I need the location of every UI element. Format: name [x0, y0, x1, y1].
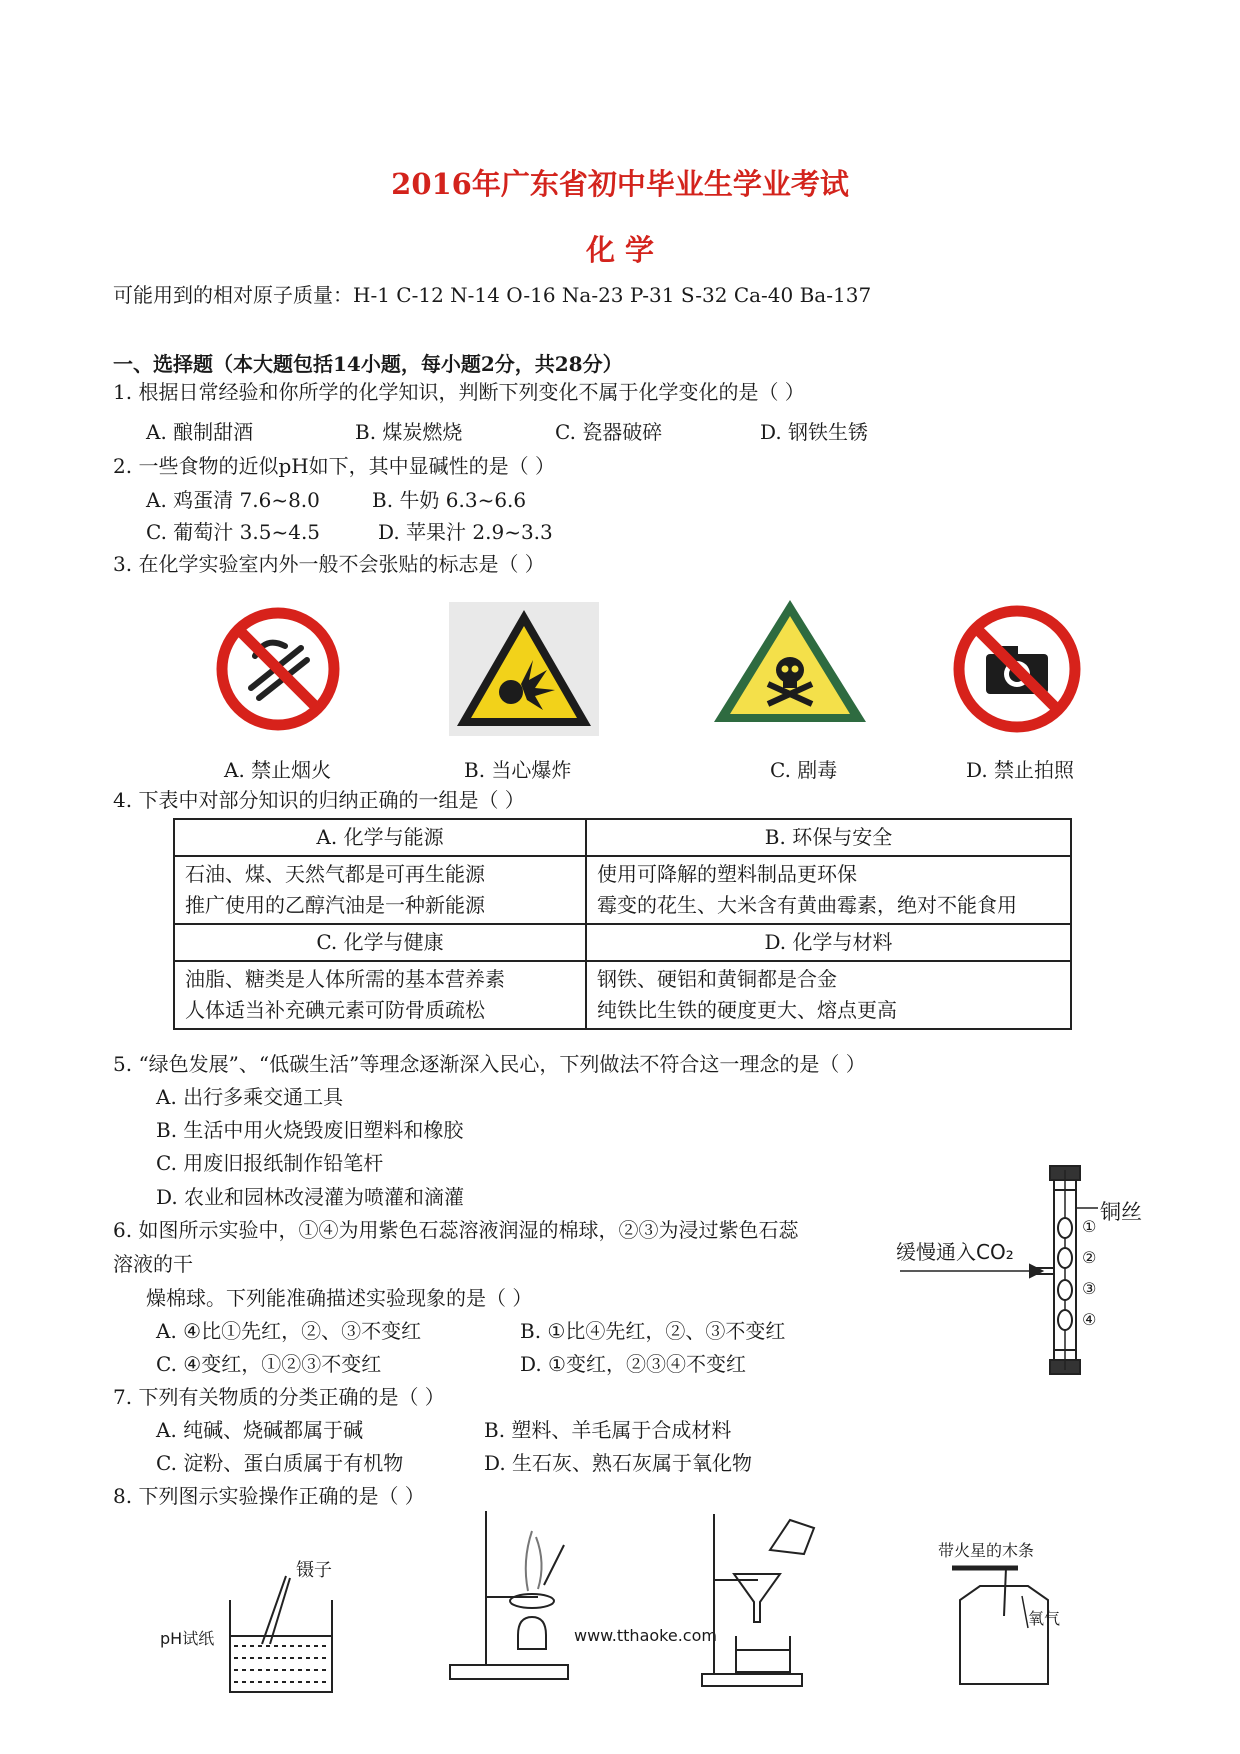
table-b-line1: 使用可降解的塑料制品更环保 — [597, 862, 857, 886]
section-heading: 一、选择题（本大题包括14小题，每小题2分，共28分） — [113, 352, 623, 376]
q1-option-b: B. 煤炭燃烧 — [355, 420, 463, 444]
table-head-a: A. 化学与能源 — [174, 819, 586, 856]
q6-stem-line2: 溶液的干 — [113, 1252, 193, 1276]
q1-stem: 1. 根据日常经验和你所学的化学知识，判断下列变化不属于化学变化的是（ ） — [113, 380, 805, 404]
q5-option-a: A. 出行多乘交通工具 — [156, 1085, 344, 1109]
q3-option-d: D. 禁止拍照 — [966, 758, 1075, 782]
q6-option-d: D. ①变红，②③④不变红 — [520, 1352, 746, 1376]
table-cell-b — [586, 856, 1071, 924]
table-a-line1: 石油、煤、天然气都是可再生能源 — [185, 862, 485, 886]
q8-stem: 8. 下列图示实验操作正确的是（ ） — [113, 1484, 425, 1508]
heating-stand-diagram — [448, 1505, 578, 1685]
q7-option-d: D. 生石灰、熟石灰属于氧化物 — [484, 1451, 753, 1475]
q2-stem: 2. 一些食物的近似pH如下，其中显碱性的是（ ） — [113, 454, 556, 478]
q6-stem-line1: 6. 如图所示实验中，①④为用紫色石蕊溶液润湿的棉球，②③为浸过紫色石蕊 — [113, 1218, 799, 1242]
fig-oxygen-label: 氧气 — [1028, 1609, 1061, 1628]
table-cell-c — [174, 961, 586, 1029]
table-c-line1: 油脂、糖类是人体所需的基本营养素 — [185, 967, 505, 991]
q3-stem: 3. 在化学实验室内外一般不会张贴的标志是（ ） — [113, 552, 545, 576]
fig-ball-4: ④ — [1082, 1310, 1097, 1329]
q2-option-b: B. 牛奶 6.3~6.6 — [372, 488, 527, 512]
table-cell-d — [586, 961, 1071, 1029]
q2-option-a: A. 鸡蛋清 7.6~8.0 — [146, 488, 320, 512]
table-a-line2: 推广使用的乙醇汽油是一种新能源 — [185, 893, 485, 917]
fig-ball-2: ② — [1082, 1248, 1097, 1267]
q5-option-c: C. 用废旧报纸制作铅笔杆 — [156, 1151, 384, 1175]
fig-wire-label: 铜丝 — [1100, 1200, 1142, 1224]
q6-option-a: A. ④比①先红，②、③不变红 — [156, 1319, 422, 1343]
q5-option-d: D. 农业和园林改浸灌为喷灌和滴灌 — [156, 1185, 465, 1209]
table-b-line2: 霉变的花生、大米含有黄曲霉素，绝对不能食用 — [597, 893, 1017, 917]
q6-option-b: B. ①比④先红，②、③不变红 — [520, 1319, 786, 1343]
watermark-text: www.tthaoke.com — [574, 1626, 717, 1645]
knowledge-table — [173, 818, 1072, 1030]
atomic-mass-line: 可能用到的相对原子质量：H-1 C-12 N-14 O-16 Na-23 P-31 S-32 Ca-40 Ba-137 — [113, 283, 872, 307]
q4-stem: 4. 下表中对部分知识的归纳正确的一组是（ ） — [113, 788, 525, 812]
explosion-warning-icon — [451, 604, 597, 732]
table-head-b: B. 环保与安全 — [586, 819, 1071, 856]
fig-ball-3: ③ — [1082, 1279, 1097, 1298]
toxic-warning-icon — [710, 596, 870, 726]
table-head-c: C. 化学与健康 — [174, 924, 586, 961]
no-smoking-sign-icon — [215, 606, 342, 733]
q3-option-b: B. 当心爆炸 — [464, 758, 572, 782]
q1-option-c: C. 瓷器破碎 — [555, 420, 663, 444]
q7-stem: 7. 下列有关物质的分类正确的是（ ） — [113, 1385, 445, 1409]
fig-ball-1: ① — [1082, 1217, 1097, 1236]
q5-stem: 5. “绿色发展”、“低碳生活”等理念逐渐深入民心，下列做法不符合这一理念的是（ ） — [113, 1052, 866, 1076]
q7-option-c: C. 淀粉、蛋白质属于有机物 — [156, 1451, 404, 1475]
filtration-diagram — [700, 1510, 820, 1690]
q7-option-a: A. 纯碱、烧碱都属于碱 — [156, 1418, 364, 1442]
q7-option-b: B. 塑料、羊毛属于合成材料 — [484, 1418, 732, 1442]
table-d-line1: 钢铁、硬铝和黄铜都是合金 — [597, 967, 837, 991]
q6-option-c: C. ④变红，①②③不变红 — [156, 1352, 382, 1376]
q2-option-c: C. 葡萄汁 3.5~4.5 — [146, 520, 321, 544]
table-cell-a — [174, 856, 586, 924]
q3-option-a: A. 禁止烟火 — [224, 758, 332, 782]
fig-gas-label: 缓慢通入CO₂ — [896, 1240, 1014, 1264]
q6-stem-line3: 燥棉球。下列能准确描述实验现象的是（ ） — [146, 1286, 533, 1310]
table-head-d: D. 化学与材料 — [586, 924, 1071, 961]
exam-title: 2016年广东省初中毕业生学业考试 — [391, 167, 849, 201]
q5-option-b: B. 生活中用火烧毁废旧塑料和橡胶 — [156, 1118, 464, 1142]
fig-splint-label: 带火星的木条 — [938, 1541, 1035, 1560]
q1-option-a: A. 酿制甜酒 — [146, 420, 254, 444]
q2-option-d: D. 苹果汁 2.9~3.3 — [378, 520, 553, 544]
no-photography-icon — [950, 602, 1084, 736]
subject-title: 化 学 — [585, 233, 655, 267]
table-d-line2: 纯铁比生铁的硬度更大、熔点更高 — [597, 998, 897, 1022]
q1-option-d: D. 钢铁生锈 — [760, 420, 869, 444]
q3-option-c: C. 剧毒 — [770, 758, 838, 782]
co2-tube-apparatus-diagram — [890, 1160, 1150, 1382]
fig-tweezers-label: 镊子 — [296, 1560, 332, 1581]
table-c-line2: 人体适当补充碘元素可防骨质疏松 — [185, 998, 485, 1022]
fig-ph-paper-label: pH试纸 — [160, 1629, 215, 1648]
